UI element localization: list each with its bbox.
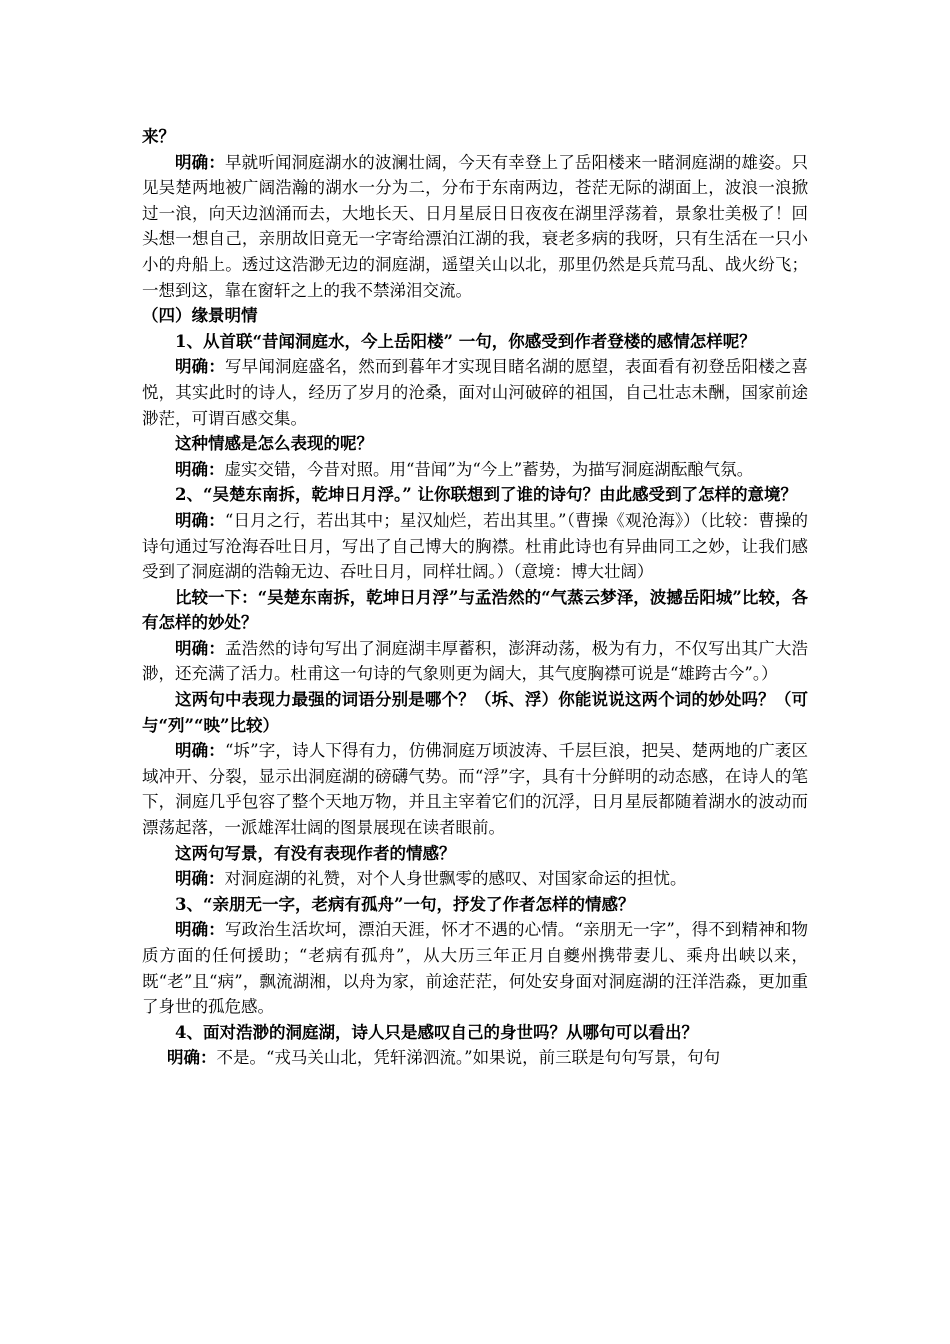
answer-label: 明确：: [175, 510, 225, 530]
answer-label: 明确：: [175, 152, 225, 172]
paragraph-text: 早就听闻洞庭湖水的波澜壮阔，今天有幸登上了岳阳楼来一睹洞庭湖的雄姿。只见吴楚两地被广阔浩瀚的湖水一分为二，分布于东南两边，苍茫无际的湖面上，波浪一浪掀过一浪，向天边汹涌而去，大地长天、日月星辰日日夜夜在湖里浮荡着，景象壮美极了！回头想一想自己，亲朋故旧竟无一字寄给漂泊江湖的我，衰老多病的我呀，只有生活在一只小小的舟船上。透过这浩渺无边的洞庭湖，遥望关山以北，那里仍然是兵荒马乱、战火纷飞；一想到这，靠在窗轩之上的我不禁涕泪交流。: [142, 152, 809, 300]
answer-paragraph: [142, 866, 808, 892]
question-paragraph: [142, 841, 808, 867]
answer-paragraph: [142, 457, 808, 483]
answer-paragraph: [142, 150, 808, 304]
paragraph-text: 比较一下：“吴楚东南拆，乾坤日月浮”与孟浩然的“气蒸云梦泽，波撼岳阳城”比较，各有怎样的妙处？: [142, 587, 808, 633]
answer-paragraph: [142, 917, 808, 1019]
paragraph-text: 3、“亲朋无一字，老病有孤舟”一句，抒发了作者怎样的情感？: [175, 894, 635, 914]
document-page: [142, 124, 808, 1071]
paragraph-text: 对洞庭湖的礼赞，对个人身世飘零的感叹、对国家命运的担忧。: [224, 869, 687, 889]
paragraph-text: 来？: [142, 127, 175, 146]
question-paragraph: [142, 1020, 808, 1046]
paragraph-text: 不是。“戎马关山北，凭轩涕泗流。”如果说，前三联是句句写景，句句: [216, 1048, 721, 1068]
paragraph-text: 4、面对浩渺的洞庭湖，诗人只是感叹自己的身世吗？从哪句可以看出？: [175, 1022, 698, 1042]
question-paragraph: [142, 431, 808, 457]
answer-label: 明确：: [175, 920, 225, 940]
question-paragraph: [142, 892, 808, 918]
answer-paragraph: [142, 354, 808, 431]
question-paragraph: [142, 482, 808, 508]
question-paragraph: [142, 585, 808, 636]
paragraph-text: 虚实交错，今昔对照。用“昔闻”为“今上”蓄势，为描写洞庭湖酝酿气氛。: [224, 459, 754, 479]
answer-paragraph: [142, 1045, 808, 1071]
paragraph-text: 这两句中表现力最强的词语分别是哪个？（坼、浮）你能说说这两个词的妙处吗？（可与“列”“映”比较）: [142, 690, 808, 735]
paragraph-text: 写政治生活坎坷，漂泊天涯，怀才不遇的心情。“亲朋无一字”，得不到精神和物质方面的任何援助；“老病有孤舟”，从大历三年正月自夔州携带妻儿、乘舟出峡以来，既“老”且“病”，飘流湖湘，以舟为家，前途茫茫，何处安身面对洞庭湖的汪洋浩淼，更加重了身世的孤危感。: [142, 920, 809, 1017]
answer-paragraph: [142, 636, 808, 687]
paragraph-text: 这种情感是怎么表现的呢？: [175, 434, 373, 454]
paragraph-text: （四）缘景明情: [142, 306, 258, 326]
paragraph-text: 2、“吴楚东南拆，乾坤日月浮。” 让你联想到了谁的诗句？由此感受到了怎样的意境？: [175, 485, 797, 505]
paragraph-text: 1、从首联“昔闻洞庭水，今上岳阳楼” 一句，你感受到作者登楼的感情怎样呢？: [175, 331, 756, 351]
answer-paragraph: [142, 508, 808, 585]
answer-paragraph: [142, 738, 808, 840]
paragraph-text: 这两句写景，有没有表现作者的情感？: [175, 843, 456, 863]
paragraph-text: 孟浩然的诗句写出了洞庭湖丰厚蓄积，澎湃动荡，极为有力，不仅写出其广大浩渺，还充满了活力。杜甫这一句诗的气象则更为阔大，其气度胸襟可说是“雄跨古今”。）: [142, 638, 809, 684]
question-paragraph: [142, 303, 808, 329]
question-paragraph: [142, 329, 808, 355]
paragraph-text: 写早闻洞庭盛名，然而到暮年才实现目睹名湖的愿望，表面看有初登岳阳楼之喜悦，其实此时的诗人，经历了岁月的沧桑，面对山河破碎的祖国，自己壮志未酬，国家前途渺茫，可谓百感交集。: [142, 357, 809, 428]
paragraph-text: “日月之行，若出其中；星汉灿烂，若出其里。”（曹操《观沧海》）（比较：曹操的诗句通过写沧海吞吐日月，写出了自己博大的胸襟。杜甫此诗也有异曲同工之妙，让我们感受到了洞庭湖的浩翰无边、吞吐日月，同样壮阔。）（意境：博大壮阔）: [142, 510, 808, 582]
answer-label: 明确：: [175, 459, 225, 479]
answer-label: 明确：: [175, 638, 225, 658]
answer-label: 明确：: [175, 741, 225, 761]
question-paragraph: [142, 687, 808, 738]
paragraph-text: “坼”字，诗人下得有力，仿佛洞庭万顷波涛、千层巨浪，把吴、楚两地的广袤区域冲开、分裂，显示出洞庭湖的磅礴气势。而“浮”字，具有十分鲜明的动态感，在诗人的笔下，洞庭几乎包容了整个天地万物，并且主宰着它们的沉浮，日月星辰都随着湖水的波动而漂荡起落，一派雄浑壮阔的图景展现在读者眼前。: [142, 741, 809, 838]
answer-label: 明确：: [175, 357, 225, 377]
answer-label: 明确：: [167, 1048, 217, 1068]
answer-label: 明确：: [175, 869, 225, 889]
question-paragraph: [142, 124, 808, 150]
